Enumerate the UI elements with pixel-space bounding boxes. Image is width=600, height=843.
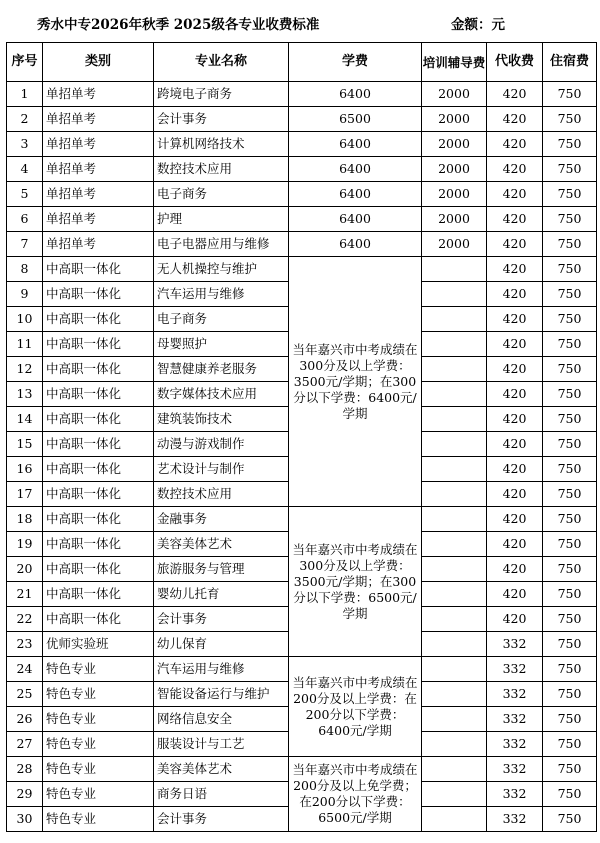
cell-major: 动漫与游戏制作 (154, 432, 289, 457)
cell-training-fee-empty (422, 357, 487, 382)
cell-training-fee-empty (422, 807, 487, 832)
cell-category: 中高职一体化 (43, 532, 154, 557)
table-header-row (7, 43, 597, 82)
cell-no: 25 (7, 682, 43, 707)
header-no: 序号 (7, 43, 43, 82)
cell-lodging-fee: 750 (543, 507, 597, 532)
cell-no: 19 (7, 532, 43, 557)
cell-major: 电子商务 (154, 307, 289, 332)
cell-lodging-fee: 750 (543, 557, 597, 582)
cell-tuition: 6400 (289, 82, 422, 107)
cell-training-fee: 2000 (422, 207, 487, 232)
cell-lodging-fee: 750 (543, 282, 597, 307)
cell-training-fee-empty (422, 282, 487, 307)
cell-no: 11 (7, 332, 43, 357)
table-row (7, 507, 597, 532)
cell-no: 24 (7, 657, 43, 682)
cell-no: 18 (7, 507, 43, 532)
cell-no: 9 (7, 282, 43, 307)
cell-category: 特色专业 (43, 732, 154, 757)
cell-training-fee-empty (422, 432, 487, 457)
cell-training-fee-empty (422, 682, 487, 707)
cell-category: 单招单考 (43, 107, 154, 132)
cell-agency-fee: 420 (487, 607, 543, 632)
cell-no: 27 (7, 732, 43, 757)
cell-no: 4 (7, 157, 43, 182)
cell-category: 中高职一体化 (43, 332, 154, 357)
cell-major: 会计事务 (154, 607, 289, 632)
cell-agency-fee: 420 (487, 507, 543, 532)
cell-major: 金融事务 (154, 507, 289, 532)
cell-no: 13 (7, 382, 43, 407)
cell-category: 单招单考 (43, 132, 154, 157)
cell-training-fee-empty (422, 332, 487, 357)
cell-agency-fee: 332 (487, 707, 543, 732)
cell-agency-fee: 332 (487, 732, 543, 757)
cell-major: 数控技术应用 (154, 157, 289, 182)
cell-category: 中高职一体化 (43, 407, 154, 432)
cell-agency-fee: 332 (487, 757, 543, 782)
cell-agency-fee: 420 (487, 182, 543, 207)
tuition-note: 当年嘉兴市中考成绩在300分及以上学费：3500元/学期；在300分以下学费：6500元/学期 (289, 507, 422, 657)
table-body (7, 82, 597, 832)
tuition-note: 当年嘉兴市中考成绩在300分及以上学费：3500元/学期；在300分以下学费：6400元/学期 (289, 257, 422, 507)
cell-lodging-fee: 750 (543, 432, 597, 457)
cell-major: 艺术设计与制作 (154, 457, 289, 482)
cell-training-fee: 2000 (422, 132, 487, 157)
table-row (7, 107, 597, 132)
cell-lodging-fee: 750 (543, 207, 597, 232)
cell-lodging-fee: 750 (543, 157, 597, 182)
cell-agency-fee: 420 (487, 382, 543, 407)
cell-no: 17 (7, 482, 43, 507)
cell-no: 8 (7, 257, 43, 282)
cell-lodging-fee: 750 (543, 782, 597, 807)
cell-training-fee-empty (422, 382, 487, 407)
cell-lodging-fee: 750 (543, 482, 597, 507)
cell-no: 5 (7, 182, 43, 207)
cell-major: 服装设计与工艺 (154, 732, 289, 757)
table-row (7, 157, 597, 182)
cell-training-fee-empty (422, 407, 487, 432)
cell-major: 数控技术应用 (154, 482, 289, 507)
table-row (7, 132, 597, 157)
table-row (7, 207, 597, 232)
cell-category: 中高职一体化 (43, 257, 154, 282)
table-row (7, 657, 597, 682)
cell-training-fee-empty (422, 582, 487, 607)
cell-major: 幼儿保育 (154, 632, 289, 657)
document-title: 秀水中专2026年秋季 2025级各专业收费标准 (37, 17, 320, 33)
cell-no: 21 (7, 582, 43, 607)
cell-training-fee-empty (422, 482, 487, 507)
cell-agency-fee: 332 (487, 657, 543, 682)
cell-no: 10 (7, 307, 43, 332)
cell-major: 智能设备运行与维护 (154, 682, 289, 707)
cell-training-fee: 2000 (422, 182, 487, 207)
cell-agency-fee: 332 (487, 682, 543, 707)
cell-category: 优师实验班 (43, 632, 154, 657)
cell-no: 23 (7, 632, 43, 657)
cell-agency-fee: 332 (487, 807, 543, 832)
cell-no: 14 (7, 407, 43, 432)
cell-major: 母婴照护 (154, 332, 289, 357)
cell-major: 建筑装饰技术 (154, 407, 289, 432)
cell-agency-fee: 420 (487, 82, 543, 107)
cell-category: 特色专业 (43, 657, 154, 682)
cell-no: 20 (7, 557, 43, 582)
cell-category: 中高职一体化 (43, 282, 154, 307)
cell-no: 7 (7, 232, 43, 257)
tuition-note: 当年嘉兴市中考成绩在200分及以上免学费；在200分以下学费：6500元/学期 (289, 757, 422, 832)
cell-category: 单招单考 (43, 207, 154, 232)
cell-lodging-fee: 750 (543, 682, 597, 707)
cell-training-fee-empty (422, 557, 487, 582)
cell-major: 婴幼儿托育 (154, 582, 289, 607)
cell-major: 会计事务 (154, 807, 289, 832)
cell-training-fee-empty (422, 307, 487, 332)
cell-no: 26 (7, 707, 43, 732)
cell-training-fee-empty (422, 632, 487, 657)
cell-category: 单招单考 (43, 232, 154, 257)
cell-major: 电子电器应用与维修 (154, 232, 289, 257)
cell-lodging-fee: 750 (543, 582, 597, 607)
cell-category: 中高职一体化 (43, 457, 154, 482)
cell-major: 汽车运用与维修 (154, 282, 289, 307)
cell-major: 美容美体艺术 (154, 757, 289, 782)
cell-agency-fee: 420 (487, 482, 543, 507)
cell-agency-fee: 420 (487, 107, 543, 132)
table-row (7, 257, 597, 282)
cell-training-fee: 2000 (422, 157, 487, 182)
cell-no: 22 (7, 607, 43, 632)
cell-major: 会计事务 (154, 107, 289, 132)
cell-category: 特色专业 (43, 757, 154, 782)
cell-category: 特色专业 (43, 707, 154, 732)
cell-lodging-fee: 750 (543, 107, 597, 132)
cell-agency-fee: 420 (487, 132, 543, 157)
cell-agency-fee: 420 (487, 157, 543, 182)
cell-category: 中高职一体化 (43, 307, 154, 332)
cell-category: 中高职一体化 (43, 507, 154, 532)
cell-training-fee-empty (422, 507, 487, 532)
cell-training-fee-empty (422, 757, 487, 782)
header-agency-fee: 代收费 (487, 43, 543, 82)
header-major: 专业名称 (154, 43, 289, 82)
cell-training-fee: 2000 (422, 232, 487, 257)
cell-training-fee: 2000 (422, 82, 487, 107)
cell-training-fee-empty (422, 457, 487, 482)
cell-lodging-fee: 750 (543, 232, 597, 257)
cell-category: 特色专业 (43, 682, 154, 707)
cell-no: 6 (7, 207, 43, 232)
cell-agency-fee: 420 (487, 457, 543, 482)
cell-category: 中高职一体化 (43, 582, 154, 607)
cell-no: 28 (7, 757, 43, 782)
cell-agency-fee: 420 (487, 357, 543, 382)
cell-no: 1 (7, 82, 43, 107)
cell-training-fee-empty (422, 732, 487, 757)
cell-no: 3 (7, 132, 43, 157)
cell-lodging-fee: 750 (543, 707, 597, 732)
cell-agency-fee: 420 (487, 332, 543, 357)
cell-agency-fee: 420 (487, 582, 543, 607)
cell-training-fee-empty (422, 607, 487, 632)
cell-tuition: 6400 (289, 132, 422, 157)
cell-category: 特色专业 (43, 782, 154, 807)
cell-training-fee: 2000 (422, 107, 487, 132)
cell-lodging-fee: 750 (543, 257, 597, 282)
cell-agency-fee: 332 (487, 782, 543, 807)
cell-agency-fee: 420 (487, 257, 543, 282)
cell-major: 电子商务 (154, 182, 289, 207)
cell-lodging-fee: 750 (543, 307, 597, 332)
cell-category: 中高职一体化 (43, 382, 154, 407)
cell-category: 特色专业 (43, 807, 154, 832)
cell-tuition: 6400 (289, 157, 422, 182)
cell-lodging-fee: 750 (543, 382, 597, 407)
cell-agency-fee: 420 (487, 407, 543, 432)
cell-agency-fee: 420 (487, 557, 543, 582)
cell-major: 旅游服务与管理 (154, 557, 289, 582)
cell-lodging-fee: 750 (543, 757, 597, 782)
cell-lodging-fee: 750 (543, 82, 597, 107)
cell-no: 12 (7, 357, 43, 382)
header-training-fee: 培训辅导费 (422, 43, 487, 82)
cell-agency-fee: 420 (487, 307, 543, 332)
header-tuition: 学费 (289, 43, 422, 82)
title-row (0, 0, 600, 42)
cell-no: 30 (7, 807, 43, 832)
cell-category: 单招单考 (43, 157, 154, 182)
cell-no: 16 (7, 457, 43, 482)
cell-lodging-fee: 750 (543, 732, 597, 757)
cell-lodging-fee: 750 (543, 657, 597, 682)
cell-major: 计算机网络技术 (154, 132, 289, 157)
cell-training-fee-empty (422, 657, 487, 682)
cell-training-fee-empty (422, 782, 487, 807)
cell-lodging-fee: 750 (543, 357, 597, 382)
cell-agency-fee: 420 (487, 282, 543, 307)
header-lodging-fee: 住宿费 (543, 43, 597, 82)
cell-lodging-fee: 750 (543, 182, 597, 207)
cell-major: 商务日语 (154, 782, 289, 807)
cell-agency-fee: 420 (487, 207, 543, 232)
cell-lodging-fee: 750 (543, 332, 597, 357)
cell-tuition: 6500 (289, 107, 422, 132)
cell-agency-fee: 420 (487, 432, 543, 457)
cell-training-fee-empty (422, 707, 487, 732)
cell-major: 网络信息安全 (154, 707, 289, 732)
cell-category: 单招单考 (43, 182, 154, 207)
cell-tuition: 6400 (289, 182, 422, 207)
cell-category: 中高职一体化 (43, 607, 154, 632)
cell-agency-fee: 420 (487, 532, 543, 557)
cell-lodging-fee: 750 (543, 407, 597, 432)
cell-major: 美容美体艺术 (154, 532, 289, 557)
cell-category: 中高职一体化 (43, 432, 154, 457)
cell-training-fee-empty (422, 257, 487, 282)
cell-lodging-fee: 750 (543, 532, 597, 557)
cell-major: 数字媒体技术应用 (154, 382, 289, 407)
cell-major: 护理 (154, 207, 289, 232)
cell-no: 2 (7, 107, 43, 132)
fee-table (6, 42, 597, 832)
cell-major: 无人机操控与维护 (154, 257, 289, 282)
cell-major: 智慧健康养老服务 (154, 357, 289, 382)
cell-lodging-fee: 750 (543, 632, 597, 657)
cell-lodging-fee: 750 (543, 457, 597, 482)
cell-category: 中高职一体化 (43, 482, 154, 507)
table-row (7, 182, 597, 207)
table-row (7, 232, 597, 257)
cell-lodging-fee: 750 (543, 132, 597, 157)
cell-training-fee-empty (422, 532, 487, 557)
cell-lodging-fee: 750 (543, 807, 597, 832)
cell-agency-fee: 420 (487, 232, 543, 257)
tuition-note: 当年嘉兴市中考成绩在200分及以上学费：在200分以下学费：6400元/学期 (289, 657, 422, 757)
cell-no: 29 (7, 782, 43, 807)
cell-category: 单招单考 (43, 82, 154, 107)
cell-lodging-fee: 750 (543, 607, 597, 632)
cell-category: 中高职一体化 (43, 557, 154, 582)
cell-major: 汽车运用与维修 (154, 657, 289, 682)
table-row (7, 757, 597, 782)
cell-agency-fee: 332 (487, 632, 543, 657)
cell-category: 中高职一体化 (43, 357, 154, 382)
header-category: 类别 (43, 43, 154, 82)
cell-no: 15 (7, 432, 43, 457)
cell-tuition: 6400 (289, 232, 422, 257)
cell-major: 跨境电子商务 (154, 82, 289, 107)
currency-unit: 金额：元 (451, 17, 505, 33)
table-row (7, 82, 597, 107)
cell-tuition: 6400 (289, 207, 422, 232)
